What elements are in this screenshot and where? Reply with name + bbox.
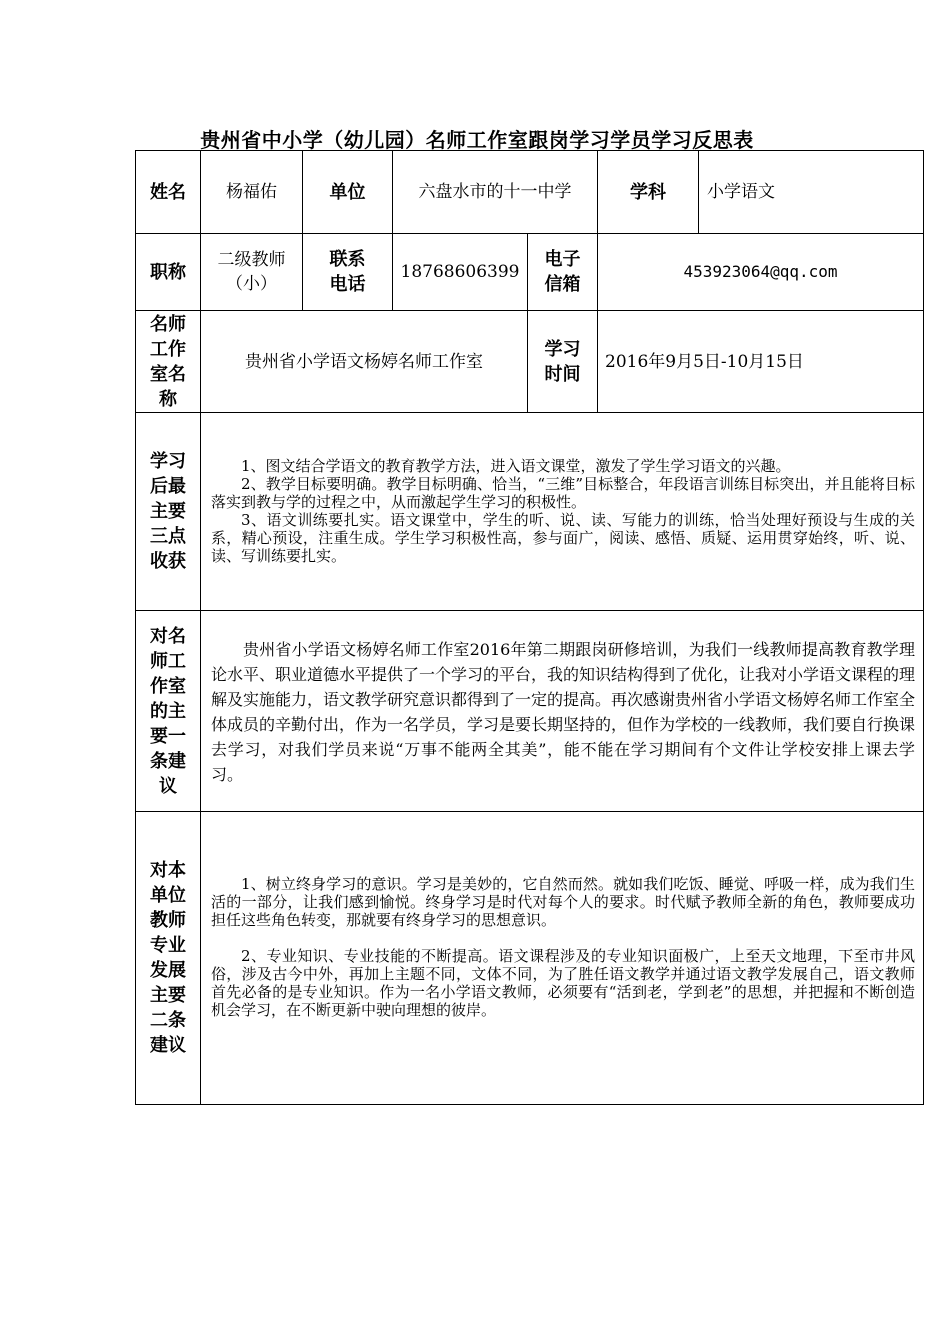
gains-item-2: 2、教学目标要明确。教学目标明确、恰当，“三维”目标整合，年段语言训练目标突出，并且能将目标落实到教与学的过程之中，从而激起学生学习的积极性。 xyxy=(211,475,915,511)
subject-label: 学科 xyxy=(597,150,699,234)
studio-name-value: 贵州省小学语文杨婷名师工作室 xyxy=(200,310,528,413)
subject-value: 小学语文 xyxy=(698,150,924,234)
gains-item-3: 3、语文训练要扎实。语文课堂中，学生的听、说、读、写能力的训练，恰当处理好预设与生成的关系，精心预设，注重生成。学生学习积极性高，参与面广，阅读、感悟、质疑、运用贯穿始终，听、说、读、写训练要扎实。 xyxy=(211,511,915,565)
gains-content xyxy=(200,412,924,611)
email-label: 电子信箱 xyxy=(527,233,598,311)
form-title-text: 贵州省中小学（幼儿园）名师工作室跟岗学习学员学习反思表 xyxy=(200,128,754,152)
unit-suggestion-item-2: 2、专业知识、专业技能的不断提高。语文课程涉及的专业知识面极广，上至天文地理，下至市井风俗，涉及古今中外，再加上主题不同，文体不同，为了胜任语文教学并通过语文教学发展自己，语文教师首先必备的是专业知识。作为一名小学语文教师，必须要有“活到老，学到老”的思想，并把握和不断创造机会学习，在不断更新中驶向理想的彼岸。 xyxy=(211,947,915,1019)
studio-suggestion-content xyxy=(200,610,924,812)
gains-label: 学习后最主要三点收获 xyxy=(135,412,201,611)
form-title xyxy=(0,124,950,153)
phone-label: 联系电话 xyxy=(302,233,393,311)
studio-suggestion-label: 对名师工作室的主要一条建议 xyxy=(135,610,201,812)
gains-item-1: 1、图文结合学语文的教育教学方法，进入语文课堂，激发了学生学习语文的兴趣。 xyxy=(241,457,791,475)
title-value: 二级教师（小） xyxy=(200,233,303,311)
name-value: 杨福佑 xyxy=(200,150,303,234)
unit-suggestion-label: 对本单位教师专业发展主要二条建议 xyxy=(135,811,201,1105)
unit-label: 单位 xyxy=(302,150,393,234)
unit-suggestion-content xyxy=(200,811,924,1105)
unit-value: 六盘水市的十一中学 xyxy=(392,150,598,234)
title-label: 职称 xyxy=(135,233,201,311)
studio-name-label: 名师工作室名称 xyxy=(135,310,201,413)
unit-suggestion-item-1: 1、树立终身学习的意识。学习是美妙的，它自然而然。就如我们吃饭、睡觉、呼吸一样，成为我们生活的一部分，让我们感到愉悦。终身学习是时代对每个人的要求。时代赋予教师全新的角色，教师要成功担任这些角色转变，那就要有终身学习的思想意识。 xyxy=(211,875,915,929)
study-time-label: 学习时间 xyxy=(527,310,598,413)
study-time-value: 2016年9月5日-10月15日 xyxy=(597,310,924,413)
studio-suggestion-text: 贵州省小学语文杨婷名师工作室2016年第二期跟岗研修培训，为我们一线教师提高教育教学理论水平、职业道德水平提供了一个学习的平台，我的知识结构得到了优化，让我对小学语文课程的理解及实施能力，语文教学研究意识都得到了一定的提高。再次感谢贵州省小学语文杨婷名师工作室全体成员的辛勤付出，作为一名学员，学习是要长期坚持的，但作为学校的一线教师，我们要自行换课去学习，对我们学员来说“万事不能两全其美”，能不能在学习期间有个文件让学校安排上课去学习。 xyxy=(211,640,916,784)
email-value: 453923064@qq.com xyxy=(597,233,924,311)
name-label: 姓名 xyxy=(135,150,201,234)
phone-value: 18768606399 xyxy=(392,233,528,311)
